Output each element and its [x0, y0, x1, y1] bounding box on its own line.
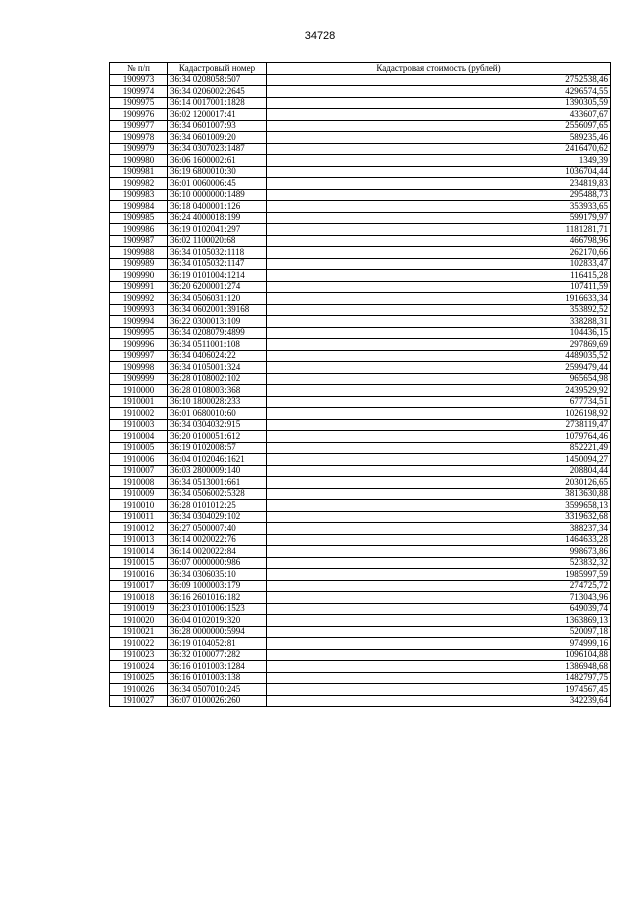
table-row: [110, 385, 611, 397]
row-number-cell: 1910021: [110, 626, 168, 638]
cadastral-number-cell: 36:18 0400001:126: [168, 201, 267, 213]
cadastral-number-cell: 36:34 0601007:93: [168, 120, 267, 132]
cadastral-value-cell: 274725,72: [267, 580, 611, 592]
row-number-cell: 1910000: [110, 385, 168, 397]
cadastral-number-cell: 36:34 0513001:661: [168, 477, 267, 489]
cadastral-number-cell: 36:07 0000000:986: [168, 557, 267, 569]
row-number-cell: 1910011: [110, 511, 168, 523]
cadastral-number-cell: 36:16 2601016:182: [168, 592, 267, 604]
cadastral-number-cell: 36:07 0100026:260: [168, 695, 267, 707]
row-number-cell: 1909994: [110, 316, 168, 328]
cadastral-value-cell: 4296574,55: [267, 86, 611, 98]
row-number-cell: 1909991: [110, 281, 168, 293]
table-row: [110, 661, 611, 673]
cadastral-value-cell: 3319632,68: [267, 511, 611, 523]
table-row: [110, 350, 611, 362]
cadastral-value-cell: 116415,28: [267, 270, 611, 282]
cadastral-number-cell: 36:19 0101004:1214: [168, 270, 267, 282]
row-number-cell: 1909976: [110, 109, 168, 121]
table-row: [110, 143, 611, 155]
row-number-cell: 1910005: [110, 442, 168, 454]
table-row: [110, 523, 611, 535]
cadastral-value-cell: 2738119,47: [267, 419, 611, 431]
cadastral-number-cell: 36:34 0105032:1147: [168, 258, 267, 270]
table-row: [110, 304, 611, 316]
row-number-cell: 1910024: [110, 661, 168, 673]
table-row: [110, 638, 611, 650]
row-number-cell: 1910026: [110, 684, 168, 696]
table-row: [110, 258, 611, 270]
table-row: [110, 212, 611, 224]
table-row: [110, 166, 611, 178]
table-row: [110, 603, 611, 615]
cadastral-number-cell: 36:19 6800010:30: [168, 166, 267, 178]
cadastral-number-cell: 36:34 0306035:10: [168, 569, 267, 581]
cadastral-value-cell: 599179,97: [267, 212, 611, 224]
cadastral-number-cell: 36:09 1000003:179: [168, 580, 267, 592]
cadastral-number-cell: 36:20 6200001:274: [168, 281, 267, 293]
row-number-cell: 1910025: [110, 672, 168, 684]
cadastral-value-cell: 1482797,75: [267, 672, 611, 684]
cadastral-number-cell: 36:24 4000018:199: [168, 212, 267, 224]
cadastral-number-cell: 36:28 0101012:25: [168, 500, 267, 512]
cadastral-value-cell: 2030126,65: [267, 477, 611, 489]
cadastral-number-cell: 36:34 0511001:108: [168, 339, 267, 351]
table-row: [110, 201, 611, 213]
cadastral-number-cell: 36:19 0104052:81: [168, 638, 267, 650]
cadastral-value-cell: 297869,69: [267, 339, 611, 351]
table-row: [110, 557, 611, 569]
cadastral-value-cell: 295488,73: [267, 189, 611, 201]
row-number-cell: 1910003: [110, 419, 168, 431]
cadastral-number-cell: 36:23 0101006:1523: [168, 603, 267, 615]
table-row: [110, 281, 611, 293]
cadastral-number-cell: 36:34 0507010:245: [168, 684, 267, 696]
cadastral-value-cell: 388237,34: [267, 523, 611, 535]
cadastral-value-cell: 649039,74: [267, 603, 611, 615]
cadastral-number-cell: 36:34 0105001:324: [168, 362, 267, 374]
table-row: [110, 626, 611, 638]
cadastral-value-cell: 107411,59: [267, 281, 611, 293]
cadastral-value-cell: 3599658,13: [267, 500, 611, 512]
table-row: [110, 419, 611, 431]
table-row: [110, 454, 611, 466]
row-number-cell: 1909979: [110, 143, 168, 155]
row-number-cell: 1909982: [110, 178, 168, 190]
row-number-cell: 1909999: [110, 373, 168, 385]
table-row: [110, 235, 611, 247]
cadastral-value-cell: 1363869,13: [267, 615, 611, 627]
table-row: [110, 477, 611, 489]
table-row: [110, 684, 611, 696]
row-number-cell: 1909980: [110, 155, 168, 167]
cadastral-number-cell: 36:27 0500007:40: [168, 523, 267, 535]
cadastral-value-cell: 520097,18: [267, 626, 611, 638]
row-number-cell: 1910027: [110, 695, 168, 707]
cadastral-value-cell: 433607,67: [267, 109, 611, 121]
row-number-cell: 1910015: [110, 557, 168, 569]
row-number-cell: 1909981: [110, 166, 168, 178]
row-number-cell: 1909978: [110, 132, 168, 144]
table-body: [110, 74, 611, 707]
row-number-cell: 1910009: [110, 488, 168, 500]
row-number-cell: 1909988: [110, 247, 168, 259]
table-row: [110, 362, 611, 374]
cadastral-number-cell: 36:34 0506031:120: [168, 293, 267, 305]
table-row: [110, 442, 611, 454]
cadastral-number-cell: 36:19 0102008:57: [168, 442, 267, 454]
table-row: [110, 86, 611, 98]
row-number-cell: 1909992: [110, 293, 168, 305]
cadastral-number-cell: 36:19 0102041:297: [168, 224, 267, 236]
cadastral-number-cell: 36:06 1600002:61: [168, 155, 267, 167]
cadastral-number-cell: 36:02 1200017:41: [168, 109, 267, 121]
cadastral-number-cell: 36:34 0208058:507: [168, 74, 267, 86]
table-row: [110, 615, 611, 627]
row-number-cell: 1910022: [110, 638, 168, 650]
table-row: [110, 569, 611, 581]
header-cadastral-value: Кадастровая стоимость (рублей): [267, 63, 611, 75]
cadastral-value-cell: 342239,64: [267, 695, 611, 707]
cadastral-value-cell: 2599479,44: [267, 362, 611, 374]
row-number-cell: 1909983: [110, 189, 168, 201]
table-row: [110, 293, 611, 305]
cadastral-number-cell: 36:04 0102046:1621: [168, 454, 267, 466]
table-header-row: [110, 63, 611, 75]
table-row: [110, 327, 611, 339]
cadastral-value-cell: 1974567,45: [267, 684, 611, 696]
cadastral-number-cell: 36:34 0406024:22: [168, 350, 267, 362]
row-number-cell: 1910007: [110, 465, 168, 477]
table-row: [110, 247, 611, 259]
cadastral-value-cell: 1026198,92: [267, 408, 611, 420]
cadastral-number-cell: 36:14 0017001:1828: [168, 97, 267, 109]
cadastral-value-cell: 2439529,92: [267, 385, 611, 397]
cadastral-value-cell: 677734,51: [267, 396, 611, 408]
row-number-cell: 1909986: [110, 224, 168, 236]
table-row: [110, 396, 611, 408]
row-number-cell: 1910019: [110, 603, 168, 615]
cadastral-number-cell: 36:32 0100077:282: [168, 649, 267, 661]
table-row: [110, 97, 611, 109]
cadastral-value-cell: 1390305,59: [267, 97, 611, 109]
table-row: [110, 431, 611, 443]
cadastral-number-cell: 36:34 0307023:1487: [168, 143, 267, 155]
row-number-cell: 1910010: [110, 500, 168, 512]
cadastral-number-cell: 36:28 0108003:368: [168, 385, 267, 397]
table-row: [110, 373, 611, 385]
table-row: [110, 109, 611, 121]
row-number-cell: 1909997: [110, 350, 168, 362]
cadastral-value-cell: 998673,86: [267, 546, 611, 558]
cadastral-number-cell: 36:34 0206002:2645: [168, 86, 267, 98]
row-number-cell: 1910006: [110, 454, 168, 466]
cadastral-number-cell: 36:22 0300013:109: [168, 316, 267, 328]
cadastral-number-cell: 36:16 0101003:1284: [168, 661, 267, 673]
cadastral-number-cell: 36:04 0102019:320: [168, 615, 267, 627]
cadastral-value-cell: 1181281,71: [267, 224, 611, 236]
table-row: [110, 189, 611, 201]
cadastral-number-cell: 36:16 0101003:138: [168, 672, 267, 684]
row-number-cell: 1910023: [110, 649, 168, 661]
row-number-cell: 1910012: [110, 523, 168, 535]
row-number-cell: 1909987: [110, 235, 168, 247]
cadastral-value-cell: 4489035,52: [267, 350, 611, 362]
cadastral-number-cell: 36:10 1800028:233: [168, 396, 267, 408]
table-row: [110, 155, 611, 167]
table-row: [110, 74, 611, 86]
row-number-cell: 1910002: [110, 408, 168, 420]
cadastral-number-cell: 36:14 0020022:76: [168, 534, 267, 546]
cadastral-number-cell: 36:20 0100051:612: [168, 431, 267, 443]
row-number-cell: 1910020: [110, 615, 168, 627]
row-number-cell: 1909975: [110, 97, 168, 109]
cadastral-value-cell: 2752538,46: [267, 74, 611, 86]
table-row: [110, 178, 611, 190]
table-row: [110, 270, 611, 282]
cadastral-number-cell: 36:03 2800009:140: [168, 465, 267, 477]
cadastral-value-cell: 852221,49: [267, 442, 611, 454]
cadastral-value-cell: 1985997,59: [267, 569, 611, 581]
table-row: [110, 580, 611, 592]
table-row: [110, 672, 611, 684]
cadastral-value-cell: 102833,47: [267, 258, 611, 270]
cadastral-value-cell: 104436,15: [267, 327, 611, 339]
row-number-cell: 1910014: [110, 546, 168, 558]
row-number-cell: 1910013: [110, 534, 168, 546]
table-row: [110, 339, 611, 351]
row-number-cell: 1910017: [110, 580, 168, 592]
cadastral-number-cell: 36:34 0602001:39168: [168, 304, 267, 316]
cadastral-number-cell: 36:34 0208079:4899: [168, 327, 267, 339]
table-row: [110, 649, 611, 661]
cadastral-value-cell: 262170,66: [267, 247, 611, 259]
cadastral-value-cell: 2556097,65: [267, 120, 611, 132]
page-number: 34728: [304, 30, 336, 42]
row-number-cell: 1909998: [110, 362, 168, 374]
row-number-cell: 1910018: [110, 592, 168, 604]
table-row: [110, 488, 611, 500]
cadastral-number-cell: 36:34 0304032:915: [168, 419, 267, 431]
table-row: [110, 534, 611, 546]
row-number-cell: 1909995: [110, 327, 168, 339]
table-row: [110, 511, 611, 523]
cadastral-number-cell: 36:34 0105032:1118: [168, 247, 267, 259]
cadastral-number-cell: 36:10 0000000:1489: [168, 189, 267, 201]
cadastral-value-cell: 353892,52: [267, 304, 611, 316]
header-cadastral-number: Кадастровый номер: [168, 63, 267, 75]
cadastral-value-cell: 353933,65: [267, 201, 611, 213]
header-row-number: № п/п: [110, 63, 168, 75]
cadastral-value-cell: 1349,39: [267, 155, 611, 167]
cadastral-number-cell: 36:28 0108002:102: [168, 373, 267, 385]
cadastral-value-cell: 3813630,88: [267, 488, 611, 500]
cadastral-value-cell: 974999,16: [267, 638, 611, 650]
row-number-cell: 1909974: [110, 86, 168, 98]
cadastral-value-cell: 1036704,44: [267, 166, 611, 178]
row-number-cell: 1910008: [110, 477, 168, 489]
cadastral-number-cell: 36:34 0304029:102: [168, 511, 267, 523]
cadastral-number-cell: 36:01 0060006:45: [168, 178, 267, 190]
row-number-cell: 1910001: [110, 396, 168, 408]
table-row: [110, 465, 611, 477]
table-row: [110, 695, 611, 707]
cadastral-value-cell: 1464633,28: [267, 534, 611, 546]
row-number-cell: 1910016: [110, 569, 168, 581]
row-number-cell: 1909996: [110, 339, 168, 351]
cadastral-number-cell: 36:28 0000000:5994: [168, 626, 267, 638]
cadastral-value-cell: 589235,46: [267, 132, 611, 144]
cadastral-number-cell: 36:34 0601009:20: [168, 132, 267, 144]
cadastral-number-cell: 36:34 0506002:5328: [168, 488, 267, 500]
cadastral-value-cell: 965654,98: [267, 373, 611, 385]
cadastral-value-cell: 1450094,27: [267, 454, 611, 466]
table-row: [110, 132, 611, 144]
cadastral-value-cell: 338288,31: [267, 316, 611, 328]
row-number-cell: 1909977: [110, 120, 168, 132]
table-row: [110, 546, 611, 558]
cadastral-value-cell: 208804,44: [267, 465, 611, 477]
cadastral-value-cell: 466798,96: [267, 235, 611, 247]
cadastral-value-cell: 234819,83: [267, 178, 611, 190]
cadastral-value-cell: 1096104,88: [267, 649, 611, 661]
row-number-cell: 1909989: [110, 258, 168, 270]
cadastral-number-cell: 36:02 1100020:68: [168, 235, 267, 247]
table-row: [110, 592, 611, 604]
cadastral-value-cell: 1916633,34: [267, 293, 611, 305]
table-row: [110, 316, 611, 328]
row-number-cell: 1909973: [110, 74, 168, 86]
cadastral-value-cell: 2416470,62: [267, 143, 611, 155]
table-row: [110, 408, 611, 420]
cadastral-value-cell: 713043,96: [267, 592, 611, 604]
cadastral-value-table: [109, 62, 611, 707]
cadastral-number-cell: 36:01 0680010:60: [168, 408, 267, 420]
table-row: [110, 224, 611, 236]
cadastral-value-cell: 1386948,68: [267, 661, 611, 673]
table-row: [110, 120, 611, 132]
table-row: [110, 500, 611, 512]
row-number-cell: 1910004: [110, 431, 168, 443]
cadastral-value-cell: 523832,32: [267, 557, 611, 569]
cadastral-number-cell: 36:14 0020022:84: [168, 546, 267, 558]
row-number-cell: 1909993: [110, 304, 168, 316]
row-number-cell: 1909985: [110, 212, 168, 224]
row-number-cell: 1909990: [110, 270, 168, 282]
row-number-cell: 1909984: [110, 201, 168, 213]
cadastral-value-cell: 1079764,46: [267, 431, 611, 443]
